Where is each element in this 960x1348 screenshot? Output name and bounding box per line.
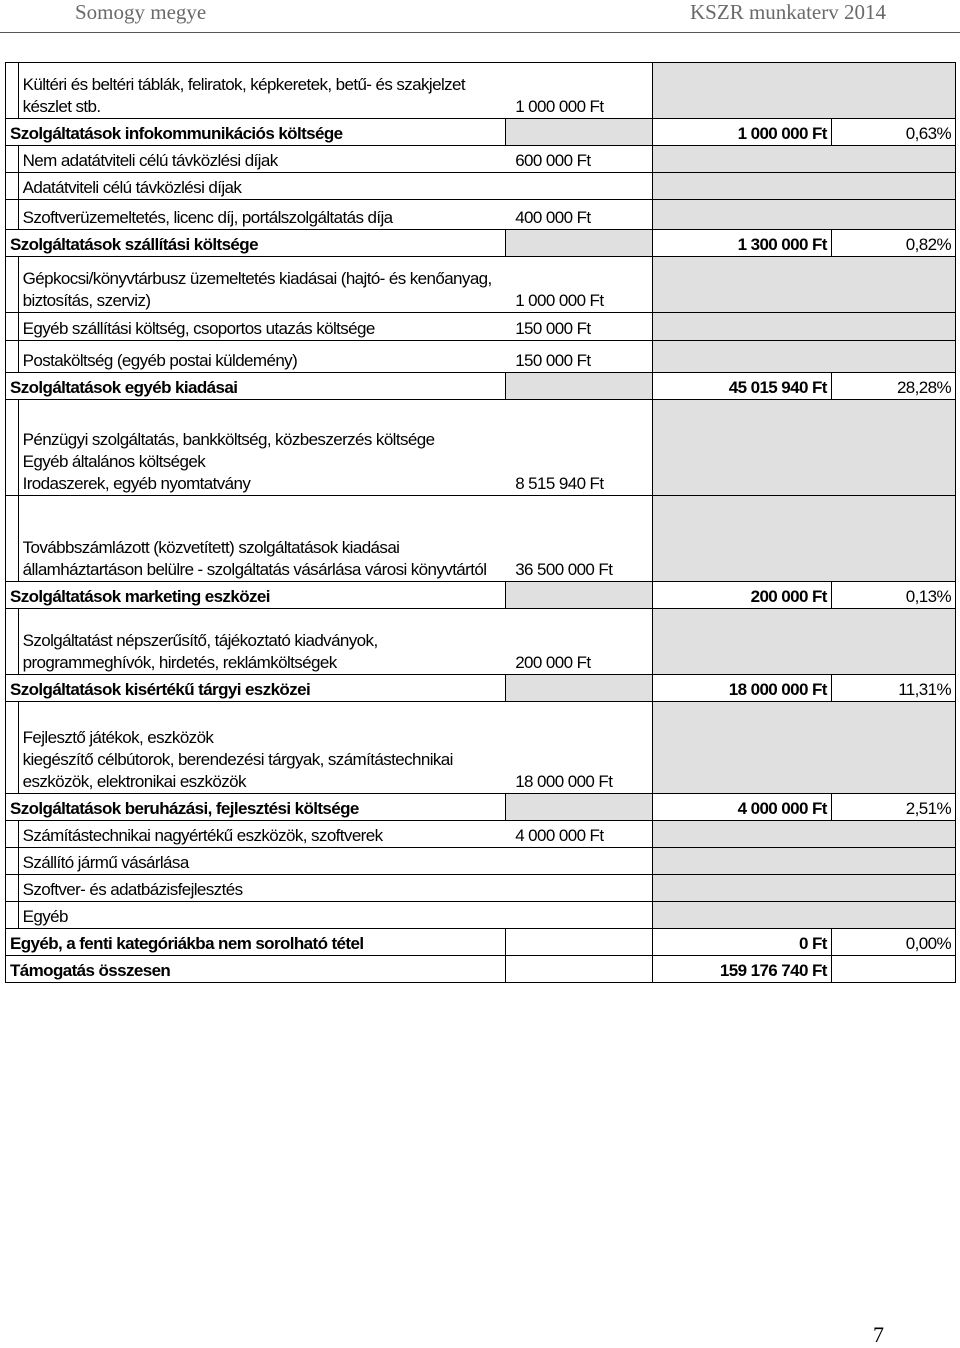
budget-item-row [6,496,956,582]
item-label: Egyéb [18,902,505,929]
page-number: 7 [873,1322,884,1347]
budget-item-row [6,821,956,848]
budget-item-row [6,702,956,794]
item-amount: 8 515 940 Ft [505,400,652,496]
shaded-empty-cell [652,63,955,119]
shaded-empty-cell [652,200,955,230]
header-county: Somogy megye [75,0,207,24]
budget-item-row [6,200,956,230]
category-label: Szolgáltatások egyéb kiadásai [6,373,506,400]
shaded-empty-cell [652,821,955,848]
percentage: 2,51% [831,794,955,821]
item-amount: 18 000 000 Ft [505,702,652,794]
indent-cell [6,848,19,875]
category-row [6,794,956,821]
item-amount: 150 000 Ft [505,341,652,373]
indent-cell [6,400,19,496]
budget-item-row [6,848,956,875]
category-row [6,675,956,702]
percentage: 0,82% [831,230,955,257]
item-label: Egyéb szállítási költség, csoportos utazás költsége [18,313,505,341]
shaded-empty-cell [652,496,955,582]
indent-cell [6,173,19,200]
shaded-empty-cell [652,400,955,496]
item-label: Szolgáltatást népszerűsítő, tájékoztató kiadványok, programmeghívók, hirdetés, reklámköltségek [18,609,505,675]
shaded-empty-cell [652,609,955,675]
shaded-empty-cell [652,173,955,200]
item-label: Nem adatátviteli célú távközlési díjak [18,146,505,173]
category-total: 1 000 000 Ft [652,119,831,146]
item-label: Szállító jármű vásárlása [18,848,505,875]
indent-cell [6,496,19,582]
item-label: Szoftverüzemeltetés, licenc díj, portálszolgáltatás díja [18,200,505,230]
shaded-empty-cell [505,230,652,257]
grand-total: 159 176 740 Ft [652,956,831,983]
budget-table-body [6,63,956,983]
budget-table [5,62,956,983]
budget-item-row [6,875,956,902]
item-label: Számítástechnikai nagyértékű eszközök, szoftverek [18,821,505,848]
header-plan-title: KSZR munkaterv 2014 [690,0,886,24]
indent-cell [6,200,19,230]
category-total: 45 015 940 Ft [652,373,831,400]
indent-cell [6,609,19,675]
category-label: Szolgáltatások beruházási, fejlesztési költsége [6,794,506,821]
item-label: Kültéri és beltéri táblák, feliratok, képkeretek, betű- és szakjelzet készlet stb. [18,63,505,119]
grand-total: 0 Ft [652,929,831,956]
item-amount: 200 000 Ft [505,609,652,675]
total-row [6,956,956,983]
total-label: Egyéb, a fenti kategóriákba nem sorolható tétel [6,929,506,956]
budget-item-row [6,400,956,496]
item-label: Gépkocsi/könyvtárbusz üzemeltetés kiadásai (hajtó- és kenőanyag, biztosítás, szerviz) [18,257,505,313]
item-label: Fejlesztő játékok, eszközök kiegészítő célbútorok, berendezési tárgyak, számítástechnikai eszközök, elektronikai eszközök [18,702,505,794]
category-label: Szolgáltatások infokommunikációs költsége [6,119,506,146]
item-label: Pénzügyi szolgáltatás, bankköltség, közbeszerzés költsége Egyéb általános költségek Irodaszerek, egyéb nyomtatvány [18,400,505,496]
percentage: 0,13% [831,582,955,609]
item-amount: 150 000 Ft [505,313,652,341]
category-total: 200 000 Ft [652,582,831,609]
indent-cell [6,902,19,929]
shaded-empty-cell [652,341,955,373]
category-row [6,582,956,609]
page-header [0,0,960,30]
budget-item-row [6,146,956,173]
indent-cell [6,821,19,848]
indent-cell [6,257,19,313]
category-total: 1 300 000 Ft [652,230,831,257]
header-divider [0,32,960,33]
percentage: 11,31% [831,675,955,702]
shaded-empty-cell [652,313,955,341]
category-row [6,230,956,257]
budget-item-row [6,313,956,341]
indent-cell [6,875,19,902]
indent-cell [6,341,19,373]
item-amount: 1 000 000 Ft [505,257,652,313]
item-amount [505,875,652,902]
total-label: Támogatás összesen [6,956,506,983]
category-row [6,119,956,146]
indent-cell [6,63,19,119]
shaded-empty-cell [505,956,652,983]
category-row [6,373,956,400]
item-label: Továbbszámlázott (közvetített) szolgáltatások kiadásai államháztartáson belülre - szolgáltatás vásárlása városi könyvtártól [18,496,505,582]
budget-item-row [6,257,956,313]
shaded-empty-cell [505,675,652,702]
category-total: 4 000 000 Ft [652,794,831,821]
budget-item-row [6,902,956,929]
shaded-empty-cell [652,875,955,902]
budget-item-row [6,63,956,119]
item-amount: 600 000 Ft [505,146,652,173]
shaded-empty-cell [505,582,652,609]
item-amount: 400 000 Ft [505,200,652,230]
item-amount: 1 000 000 Ft [505,63,652,119]
shaded-empty-cell [505,119,652,146]
percentage: 28,28% [831,373,955,400]
budget-item-row [6,173,956,200]
shaded-empty-cell [505,929,652,956]
indent-cell [6,313,19,341]
indent-cell [6,146,19,173]
total-row [6,929,956,956]
item-label: Szoftver- és adatbázisfejlesztés [18,875,505,902]
category-label: Szolgáltatások marketing eszközei [6,582,506,609]
category-total: 18 000 000 Ft [652,675,831,702]
item-label: Adatátviteli célú távközlési díjak [18,173,505,200]
shaded-empty-cell [652,702,955,794]
category-label: Szolgáltatások kisértékű tárgyi eszközei [6,675,506,702]
shaded-empty-cell [652,902,955,929]
item-amount [505,173,652,200]
item-amount [505,848,652,875]
shaded-empty-cell [505,794,652,821]
budget-item-row [6,341,956,373]
item-amount: 4 000 000 Ft [505,821,652,848]
shaded-empty-cell [652,848,955,875]
percentage: 0,00% [831,929,955,956]
shaded-empty-cell [505,373,652,400]
percentage [831,956,955,983]
budget-item-row [6,609,956,675]
category-label: Szolgáltatások szállítási költsége [6,230,506,257]
indent-cell [6,702,19,794]
shaded-empty-cell [652,257,955,313]
percentage: 0,63% [831,119,955,146]
item-label: Postaköltség (egyéb postai küldemény) [18,341,505,373]
item-amount: 36 500 000 Ft [505,496,652,582]
item-amount [505,902,652,929]
shaded-empty-cell [652,146,955,173]
